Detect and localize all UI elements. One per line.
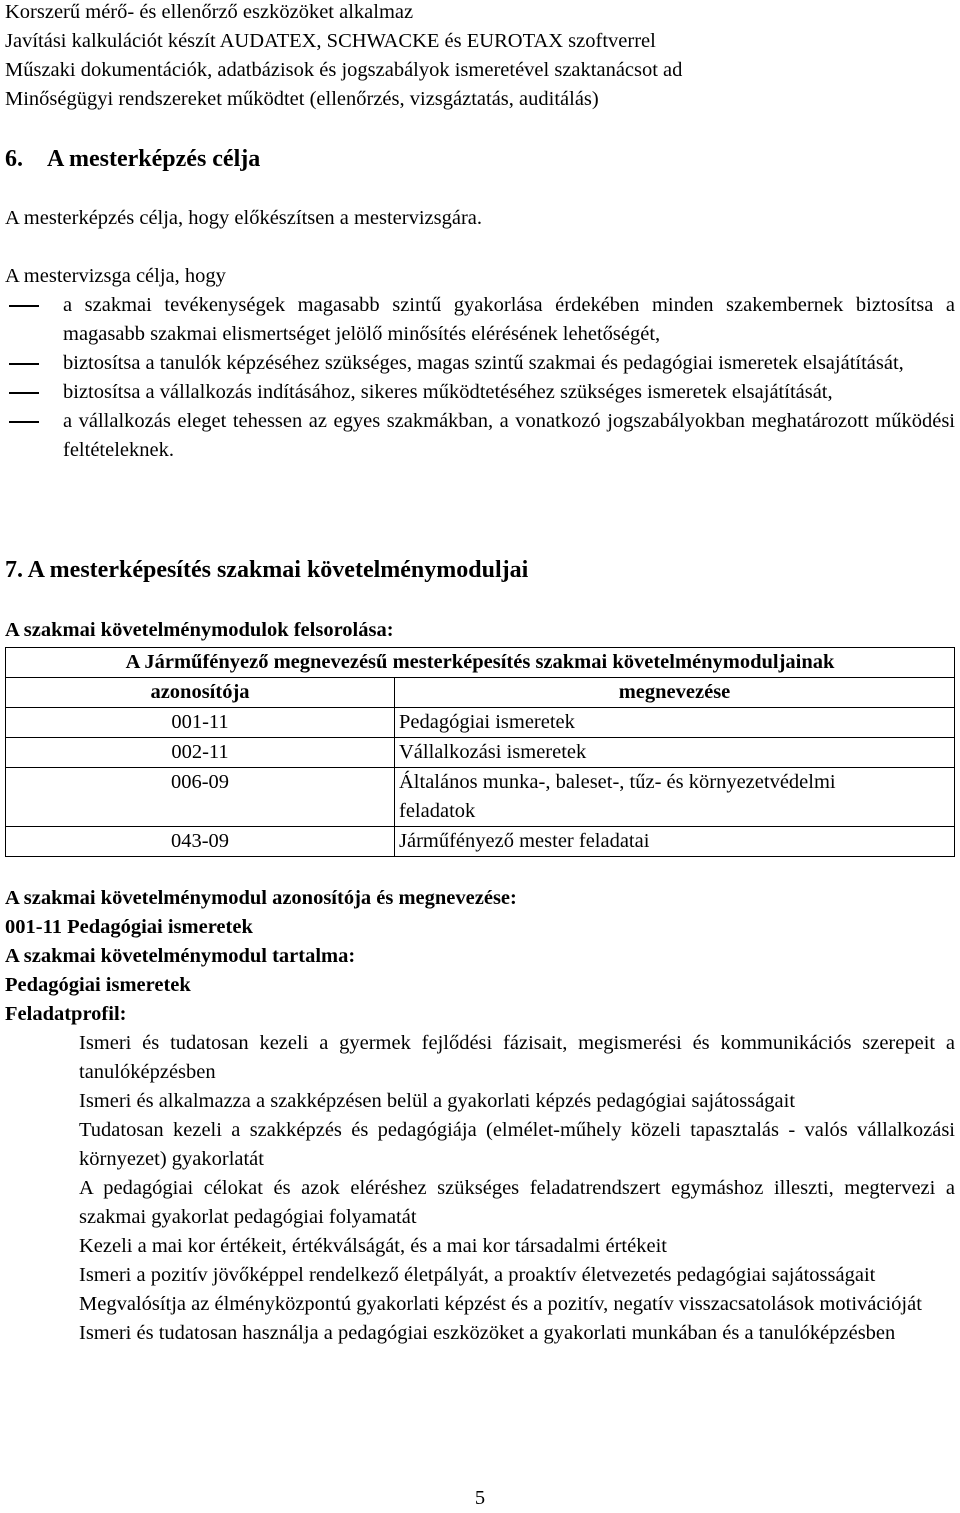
dash-bullet-icon xyxy=(9,421,39,423)
dash-bullet-icon xyxy=(9,363,39,365)
section-6-sentence: A mesterképzés célja, hogy előkészítsen a mestervizsgára. xyxy=(5,207,483,229)
list-item: Tudatosan kezeli a szakképzés és pedagógiája (elmélet-műhely közeli tapasztalás - valós vállalkozási környezet) gyakorlatát xyxy=(79,1119,955,1170)
module-table xyxy=(5,647,955,857)
list-item: Kezeli a mai kor értékeit, értékválságát, és a mai kor társadalmi értékeit xyxy=(79,1235,667,1257)
goal-text: biztosítsa a vállalkozás indításához, sikeres működtetéséhez szükséges ismeretek elsajátítását, xyxy=(63,381,833,403)
intro-line: Korszerű mérő- és ellenőrző eszközöket alkalmaz xyxy=(5,1,414,23)
task-list xyxy=(5,1029,955,1348)
table-row xyxy=(6,827,955,857)
module-id: 001-11 xyxy=(6,708,395,738)
module-id: 043-09 xyxy=(6,827,395,857)
section-7-heading: 7. A mesterképesítés szakmai követelménymoduljai xyxy=(5,557,529,583)
module-list-title: A szakmai követelménymodulok felsorolása: xyxy=(5,619,394,641)
module-name: Járműfényező mester feladatai xyxy=(395,827,955,857)
dash-bullet-icon xyxy=(9,305,39,307)
goal-item xyxy=(5,378,955,407)
module-id-label: A szakmai követelménymodul azonosítója és megnevezése: xyxy=(5,887,517,909)
page-number: 5 xyxy=(474,1487,486,1509)
module-id: 002-11 xyxy=(6,738,395,768)
module-name: Pedagógiai ismeretek xyxy=(395,708,955,738)
list-item: Ismeri a pozitív jövőképpel rendelkező életpályát, a proaktív életvezetés pedagógiai sajátosságait xyxy=(79,1264,876,1286)
goal-list xyxy=(5,291,955,465)
goal-item xyxy=(5,349,955,378)
module-table-caption: A Járműfényező megnevezésű mesterképesítés szakmai követelménymoduljainak xyxy=(6,648,955,678)
list-item: Ismeri és tudatosan használja a pedagógiai eszközöket a gyakorlati munkában és a tanulóképzésben xyxy=(79,1322,896,1344)
table-row xyxy=(6,738,955,768)
list-item: Ismeri és alkalmazza a szakképzésen belül a gyakorlati képzés pedagógiai sajátosságait xyxy=(79,1090,796,1112)
intro-line: Javítási kalkulációt készít AUDATEX, SCHWACKE és EUROTAX szoftverrel xyxy=(5,30,656,52)
goal-item xyxy=(5,291,955,349)
intro-line: Minőségügyi rendszereket működtet (ellenőrzés, vizsgáztatás, auditálás) xyxy=(5,88,599,110)
section-6-heading: 6. A mesterképzés célja xyxy=(5,146,261,172)
intro-line: Műszaki dokumentációk, adatbázisok és jogszabályok ismeretével szaktanácsot ad xyxy=(5,59,683,81)
goal-text: a szakmai tevékenységek magasabb szintű gyakorlása érdekében minden szakembernek biztosítsa a magasabb szakmai elismertséget jelölő minősítés elérésének lehetőségét, xyxy=(63,294,955,345)
module-content-label: A szakmai követelménymodul tartalma: xyxy=(5,945,356,967)
profile-label: Feladatprofil: xyxy=(5,1003,127,1025)
module-content-value: Pedagógiai ismeretek xyxy=(5,974,191,996)
list-item: Ismeri és tudatosan kezeli a gyermek fejlődési fázisait, megismerési és kommunikációs szerepeit a tanulóképzésben xyxy=(79,1032,955,1083)
list-item: A pedagógiai célokat és azok eléréshez szükséges feladatrendszert egymáshoz illeszti, megtervezi a szakmai gyakorlat pedagógiai folyamatát xyxy=(79,1177,955,1228)
column-header-name: megnevezése xyxy=(395,678,955,708)
module-id-value: 001-11 Pedagógiai ismeretek xyxy=(5,916,253,938)
module-name: Vállalkozási ismeretek xyxy=(395,738,955,768)
module-details xyxy=(5,884,517,1029)
intro-lines xyxy=(5,0,682,114)
goal-text: biztosítsa a tanulók képzéséhez szükséges, magas szintű szakmai és pedagógiai ismeretek elsajátítását, xyxy=(63,352,904,374)
list-item: Megvalósítja az élményközpontú gyakorlati képzést és a pozitív, negatív visszacsatolások motivációját xyxy=(79,1293,922,1315)
goal-item xyxy=(5,407,955,465)
section-6-intro: A mestervizsga célja, hogy xyxy=(5,265,226,287)
column-header-id: azonosítója xyxy=(6,678,395,708)
dash-bullet-icon xyxy=(9,392,39,394)
module-name: Általános munka-, baleset-, tűz- és környezetvédelmi feladatok xyxy=(395,768,955,827)
module-id: 006-09 xyxy=(6,768,395,827)
goal-text: a vállalkozás eleget tehessen az egyes szakmákban, a vonatkozó jogszabályokban meghatározott működési feltételeknek. xyxy=(63,410,955,461)
table-row xyxy=(6,708,955,738)
table-row xyxy=(6,768,955,827)
